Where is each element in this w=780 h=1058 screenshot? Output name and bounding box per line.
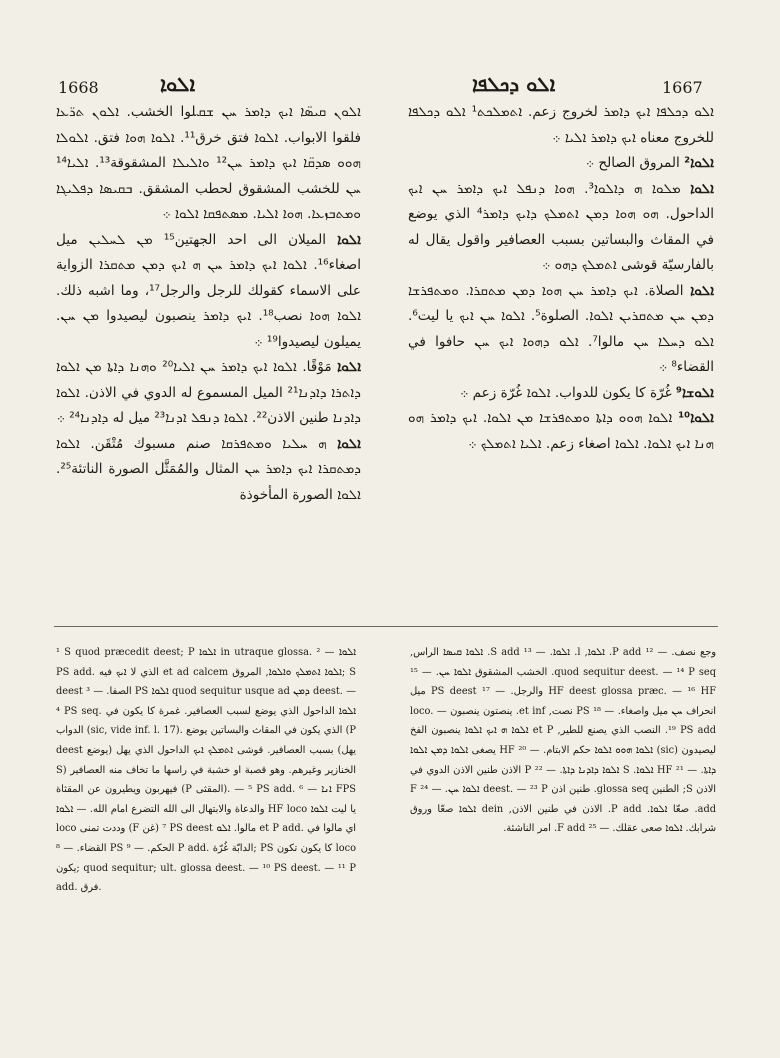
entry-paragraph — [408, 100, 714, 151]
entry-lemma: ܐܠܘܐ — [690, 282, 714, 299]
footnote-block: ﻭﺟﻊ ﻧﺼﻒ. — ¹² P add. ܐܠܘܐ, l. ܐܠܘܐ. — ¹³ S add. ܐܠܘܐ ܩܝܣܐ ﺍﻟﺮﺍﺱ, quod sequitur deest. — ¹⁴ P seq. ﺍﻟﺨﺸﺐ ﺍﻟﻤﺸﻘﻮﻕ ܐܠܘܐ ܚܢ. — ¹⁵ HF deest glossa præc. — ¹⁶ HF ﻭﺍﻟﺮﺟﻞ. — ¹⁷ PS deest ﻣﻴﻞ ﺍﻧﺤﺮﺍﻑ ܚܢ ﻣﻴﻞ ﻭﺍﺻﻐﺎء. — ¹⁸ PS ﻧﺼﺖ, et inf. ﻳﻨﺼﺘﻮﻥ ﻳﻨﺼﺒﻮﻥ loco. — ¹⁹ PS add. ﺍﻟﻨﺼﺐ ﺍﻟﺬﻱ ﻳﺼﻨﻊ ﻟﻠﻄﻴﺮ, et P ܐܠܘܐ ܗ ܐܝܟ ܐܠܘܐ ﻳﻨﺼﺒﻮﻥ ﺍﻟﻔﺦ ﻟﻴﺼﻴﺪﻭﻥ (sic) ܐܠܘܐ ܗܘܘ ܐܠܘܐ ﺣﻜﻢ ﺍﻻﺑﺘﺎﻡ. — ²⁰ HF ﻳﺼﻐﻰ ܐܠܘܐ ܕܡܢ ܐܠܘܐ ܕܐܬܐ. — ²¹ HF ܐܠܘܐ. S ܐܠܘܐ ܕܐܕܢܐ ܕܐܬܐ. — ²² P ﺍﻻﺫﻥ ﻃﻨﻴﻦ ﺍﻻﺫﻥ ﺍﻟﺪﻭﻱ ﻓﻲ ﺍﻻﺫﻥ S; ﺍﻟﻄﻨﻴﻦ glossa seq. ﻃﻨﻴﻦ ﺍﺫﻥ deest. — ²³ P ܐܠܘܐ ܚܢ. — ²⁴ F add. ﺻﻌّﺎ ܐܠܘܐ. P add. ﺍﻻﺫﻥ ﻓﻲ ﻃﻨﻴﻦ ﺍﻻﺫﻥ, dein ܐܠܘܐ ﺻﻌّﺎ ﻭﺭﻭﻕ ﺷﺮﺍﺑﻚ. ܐܠܘܐ ﺻﻌﻰ ﻋﻘﻠﻚ. — ²⁵ F add. ﺍﻣﺮ ﺍﻟﻨﺎﺷﺌﺔ. — [410, 647, 716, 835]
footnote-block: ¹ S quod præcedit deest; P ܐܠܘܐ in utraque glossa. ܐܠܘܐ — ² PS add. ﺍﻟﺬﻱ ﻻ ܐܝܟ ﻓﻴﻪ et ad calcem ܐܠܘܐ ܐܬܡܠܟ ܘܐܠܘܐ, ﺍﻟﻤﺮﻭﻕ; S deest ﺍﻟﺼﻔﺎ. — ³ PS ܐܠܘܐ quod sequitur usque ad ܕܡܢ deest. — ⁴ PS seq. ܐܠܘܐ ﺍﻟﺪﺍﺣﻮﻝ ﺍﻟﺬﻱ ﻳﻮﺿﻊ ﻟﺴﺒﺐ ﺍﻟﻌﺼﺎﻓﻴﺮ. ﻏﻤﺮﺓ ﻛﺎ ﻳﻜﻮﻥ ﻓﻲ ﺍﻟﺪﻭﺍﺏ (sic, vide inf. l. 17). ﺍﻟﺬﻱ ﻳﻜﻮﻥ ﻓﻲ ﺍﻟﻤﻘﺎﺙ ﻭﺍﻟﺒﺴﺎﺗﻴﻦ ﻳﻮﺿﻊ (P deest ﻳﻮﺿﻊ) ﺑﺴﺒﺐ ﺍﻟﻌﺼﺎﻓﻴﺮ. ﻗﻮﺷﻰ ܐܬܡܠܟ ܐܝܟ ﺍﻟﺪﺍﺣﻮﻝ ﺍﻟﺬﻱ ﻳﻬﻞ (ﻳﻬﻞ S) ﺍﻟﺨﻨﺎﺯﻳﺮ ﻭﻏﻴﺮﻫﻢ. ﻭﻫﻮ ﻗﺼﺒﺔ ﺍﻭ ﺧﺸﺒﺔ ﻓﻲ ﺭﺍﺳﻬﺎ ﻣﺎ ﺗﺨﺎﻑ ﻣﻨﻪ ﺍﻟﻌﺼﺎﻓﻴﺮ ﻓﻴﻬﺮﺑﻮﻥ ﻭﻳﻄﻴﺮﻭﻥ ﻋﻦ ﺍﻟﻤﻘﺜﺎﺓ (P ﺍﻟﻤﻘﺜﻰ). — ⁵ PS add. ܐܢܐ — ⁶ FPS ﻭﺍﻟﺪﻋﺎﺓ ﻭﺍﻻﺑﺘﻬﺎﻝ ﺍﻟﻰ ﺍﻟﻠﻪ ﺍﻟﺘﻀﺮﻉ ﺍﻣﺎﻡ ﺍﻟﻠﻪ. — ܐܠܘܐ HF loco ﻳﺎ ﻟﻴﺖ ܐܠܘܐ loco ﻭﺩﺩﺕ ﺗﻤﻨﻰ (F ﻏﻦ) ⁷ PS deest ﻣﺎﻟﻮﺍ. ܐܠܘ et P add. ﺍﻱ ﻣﺎﻟﻮﺍ ﻓﻲ ﺍﻟﻘﻀﺎء. — ⁸ PS ﺍﻟﺤﻜﻢ. — ⁹ P add. ﺍﻟﺪﺍﺑّﺔ ﻏُﺮّﺓ; PS ﻛﺎ ﻳﻜﻮﻥ ﺗﻜﻮﻥ loco ﻳﻜﻮﻥ; quod sequitur; ult. glossa deest. — ¹⁰ PS deest. — ¹¹ P add. ﻓﺮﻕ. — [56, 647, 356, 894]
entry-paragraph — [56, 100, 361, 228]
entry-paragraph — [56, 432, 361, 509]
right-text-column — [408, 100, 714, 610]
entry-text: ﺍﻟﺼﻼﺓ. ܐܝܟ ܕܐܡܪ ܚܢ ܗܘܐ ܕܡܢ ܡܬܩܪܐ. ܘܡܬܦܪܫܐ ܕܡܢ ܚܢ ܡܬܩܪܝܢ ܐܠܘܐ. ﺍﻟﺼﻠﻮﺓ⁵. ܐܠܘܐ ܚܢ ܐܝܟ ﻳﺎ ﻟﻴﺖ⁶. ܐܠܘ ܕܚܠܐ ܚܢ ﻣﺎﻟﻮﺍ⁷. ܐܠܘ ܕܗܘܐ ܐܝܟ ܚܢ ﺣﺎﻓﻮﺍ ﻓﻲ ﺍﻟﻘﻀﺎء⁸ ܀ — [408, 282, 714, 375]
right-page-number: 1667 — [662, 78, 703, 97]
entry-text: ܡܠܘܐ ܗ ܕܐܠܘܐ³. ܗܘܐ ܕܢܦܠ ܐܝܟ ܕܐܡܪ ܚܢ ܐܝܟ ﺍﻟﺪﺍﺣﻮﻝ. ܗܘ ܗܘܐ ܕܡܢ ܐܬܡܠܟ ܕܐܝܟ ܕܐܡܪ⁴ ﺍﻟﺬﻱ ﻳﻮﺿﻊ ﻓﻲ ﺍﻟﻤﻘﺎﺙ ﻭﺍﻟﺒﺴﺎﺗﻴﻦ ﺑﺴﺒﺐ ﺍﻟﻌﺼﺎﻓﻴﺮ ﻭﺍﻗﻮﻝ ﻳﻘﺎﻝ ﻟﻪ ﺑﺎﻟﻔﺎﺭﺳﻴّﺔ ﻗﻮﺷﻰ ܐܬܡܠܟ ܕܗܘ ܀ — [408, 180, 714, 273]
entry-text: ﺍﻟﻤﻴﻼﻥ ﺍﻟﻰ ﺍﺣﺪ ﺍﻟﺠﻬﺘﻴﻦ¹⁵ ܡܢ ܠܚܠܝܢ ﻣﻴﻞ ﺍﺻﻐﺎء¹⁶. ܐܠܘܐ ܐܝܟ ܕܐܡܪ ܚܢ ܗ ܐܝܟ ܕܡܢ ܡܬܩܪܐ ﺍﻟﺰﻭﺍﻳﺔ ﻋﻠﻰ ﺍﻻﺳﻤﺎء ﻛﻘﻮﻟﻚ ﻟﻠﺮﺟﻞ ﻭﺍﻟﺮﺟﻞ¹⁷، ﻭﻣﺎ ﺍﺷﺒﻪ ﺫﻟﻚ. ܐܠܘܐ ܗܘܐ ﻧﺼﺐ¹⁸. ܐܝܟ ܕܐܡܪ ﻳﻨﺼﺒﻮﻥ ﻟﻴﺼﻴﺪﻭﺍ ܡܢ ܚܢ. ﻳﻤﻴﻠﻮﻥ ﻟﻴﺼﻴﺪﻭﺍ¹⁹ ܀ — [56, 231, 361, 350]
entry-lemma: ܐܠܘܐ — [337, 359, 361, 375]
entry-paragraph — [408, 279, 714, 381]
entry-text: ﺍﻟﻤﺮﻭﻕ ﺍﻟﺼﺎﻟﺢ ܀ — [585, 155, 680, 171]
left-text-column — [56, 100, 361, 610]
right-footnotes — [410, 643, 716, 1028]
entry-text: ܐܠܘܢ ܩܝܣ̈ܐ ܐܝܟ ܕܐܡܪ ܚܢ ܫܩﻠﻮﺍ ﺍﻟﺨﺸﺐ. ܐܠܘܢ ܬܪ̈ܥܐ ﻓﻠﻘﻮﺍ ﺍﻻﺑﻮﺍﺏ. ܐܠܘܐ ﻓﺘﻖ ﺧﺮﻕ¹¹. ܐܠܘܐ ܗܘܐ ﻓﺘﻖ. ܐܠܘܠܐ ܗܘܘ ܣܕܩ̈ܐ ܐܝܟ ܕܐܡܪ ܚܢ¹² ܘܐܠܝܠܐ ﺍﻟﻤﺸﻘﻮﻗﺔ¹³. ܐܠܝܐ¹⁴ ܚܢ ﻟﻠﺨﺸﺐ ﺍﻟﻤﺸﻘﻮﻕ ﻟﺤﻄﺐ ﺍﻟﻤﺸﻘﻖ. ܒܩܝܣܐ ܕܦܠܝܓܐ ܘܡܬܒܙܥܐ. ܗܘܐ ܐܠܝܐ. ܡܣܬܦܩܐ ܐܠܘܐ ܀ — [56, 104, 361, 222]
entry-lemma: ܐܠܘܫܐ⁹ — [676, 384, 714, 401]
entry-text: ﻣَﻮْﻗًﺎ. ܐܠܘܐ ܐܝܟ ܕܐܡܪ ܚܢ ܐܠܝܐ²⁰ ܘܗܢܐ ܕܐܬܐ ܡܢ ܐܠܘܐ ܕܐܬܪܐ ܕܐܕܢܐ²¹ ﺍﻟﻤﻴﻞ ﺍﻟﻤﺴﻤﻮﻉ ﻟﻪ ﺍﻟﺪﻭﻱ ﻓﻲ ﺍﻻﺫﻥ. ܐܠܘܐ ܕܐܕܢܐ ﻃﻨﻴﻦ ﺍﻻﺫﻥ²². ܐܠܘܐ ܕܢܦܠ ܐܕܢܐ²³ ﻣﻴﻞ ﻟﻪ ܕܐܕܢܐ²⁴ ܀ — [56, 359, 361, 426]
entry-paragraph — [56, 355, 361, 432]
entry-text: ﻏُﺮّﺓ ﻛﺎ ﻳﻜﻮﻥ ﻟﻠﺪﻭﺍﺏ. ܐܠܘܐ ﻏُﺮّﺓ ﺯﻋﻢ ܀ — [460, 384, 672, 401]
entry-paragraph — [56, 228, 361, 356]
entry-lemma: ܐܠܘܐ — [690, 180, 714, 197]
entry-lemma: ܐܠܘܐ² — [684, 155, 714, 171]
entry-lemma: ܐܠܘܐ — [337, 231, 361, 248]
left-running-head: ܐܠܘܐ — [160, 72, 196, 96]
footnote-divider — [54, 626, 718, 627]
entry-paragraph — [408, 406, 714, 457]
entry-paragraph — [408, 151, 714, 177]
entry-paragraph — [408, 177, 714, 279]
entry-lemma: ܐܠܘܐ¹⁰ — [678, 410, 714, 426]
entry-paragraph — [408, 381, 714, 407]
left-page-number: 1668 — [58, 78, 99, 97]
entry-text: ܐܠܘ ܕܟܠܦܐ ܐܝܟ ܕܐܡܪ ﻟﺨﺮﻭﺝ ﺯﻋﻢ. ܐܬܡܠܟܬ¹ ܐܠܘ ܕܟܠܦܐ ﻟﻠﺨﺮﻭﺝ ﻣﻌﻨﺎﻩ ܐܝܟ ܕܐܡܪ ܐܠܝܐ ܀ — [408, 104, 714, 146]
entry-lemma: ܐܠܘܐ — [337, 435, 361, 452]
right-running-head: ܐܠܘ ܕܟܠܦܐ — [472, 72, 556, 96]
entry-text: ܐܠܘܐ ܗܘܘ ܕܐܬܐ ܘܡܬܦܪܫܐ ܡܢ ܐܠܘܐ. ܐܝܟ ܕܐܡܪ ܗܘ ܗܢܐ ܐܝܟ ܐܠܘܐ. ܐܠܘܐ ﺍﺻﻐﺎء ﺯﻋﻢ. ܐܠܝܐ ܐܬܡܠܟ ܀ — [408, 410, 714, 452]
left-footnotes — [56, 643, 356, 1028]
entry-text: ܗ ܚܠܝܐ ܘܡܬܦܪܩܐ ﺻﻨﻢ ﻣﺴﺒﻮﻙ ﻣُﺘْﻘَﻦ. ܐܠܘܐ ܕܡܬܩܪܐ ܐܝܟ ܕܐܡܪ ܚܢ ﺍﻟﻤﺜﺎﻝ ﻭﺍﻟﻤُﻤَﺜَّﻞ ﺍﻟﺼﻮﺭﺓ ﺍﻟﻨﺎﺗﺌﺔ²⁵. ܐܠܘܐ ﺍﻟﺼﻮﺭﺓ ﺍﻟﻤﺄﺧﻮﺫﺓ — [56, 435, 361, 503]
